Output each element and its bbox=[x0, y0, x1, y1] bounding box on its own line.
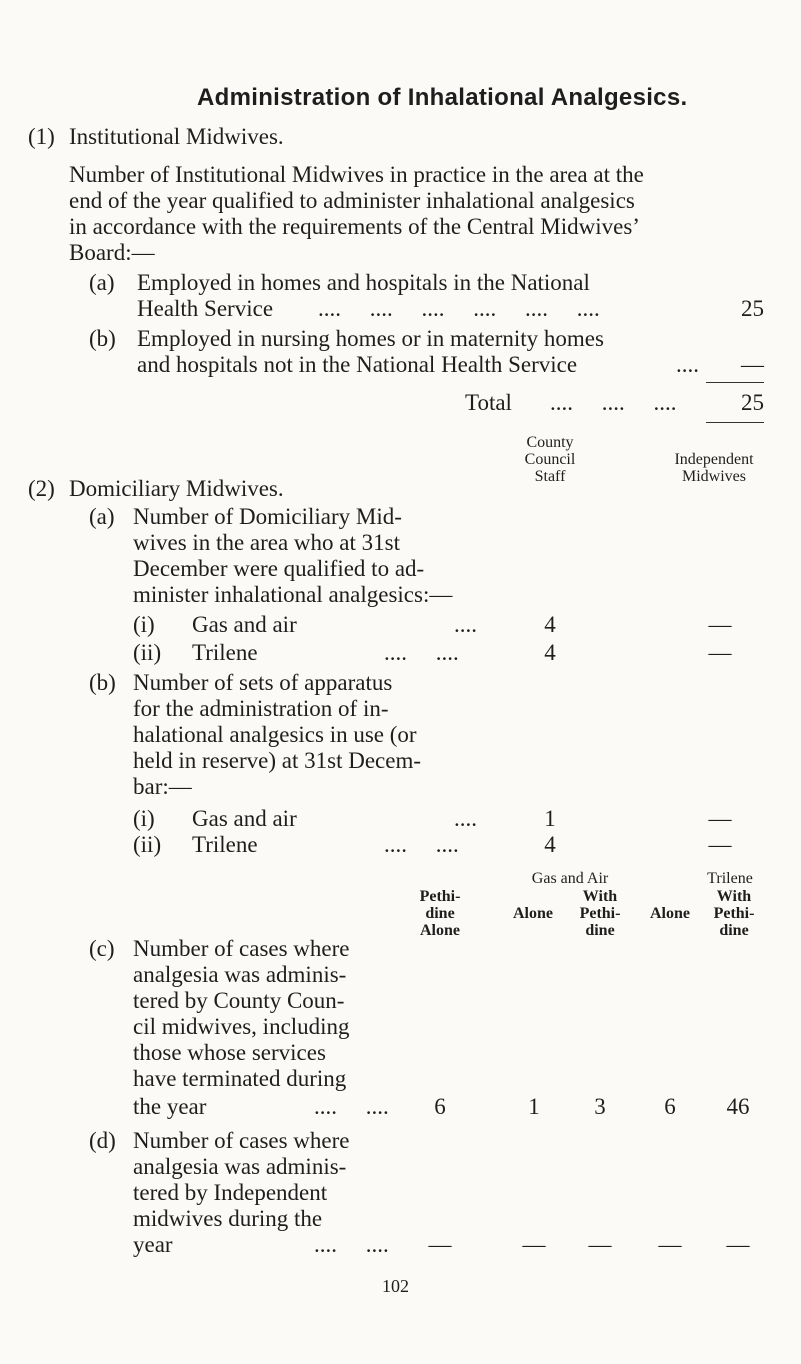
col-header-tri-with bbox=[702, 888, 766, 939]
page-number: 102 bbox=[382, 1276, 409, 1296]
dot-leader: .... bbox=[454, 806, 477, 831]
col-header-line: Alone bbox=[420, 922, 460, 939]
item-text: analgesia was adminis- bbox=[133, 1154, 347, 1179]
item-text: for the administration of in- bbox=[133, 696, 389, 721]
row-label: (i) bbox=[133, 806, 155, 831]
row-label: (i) bbox=[133, 612, 155, 637]
county-value: 4 bbox=[544, 640, 556, 665]
dot-leader: .... .... .... .... .... .... bbox=[318, 296, 600, 321]
col-header-line: Midwives bbox=[682, 468, 746, 485]
item-text: halational analgesics in use (or bbox=[133, 722, 417, 747]
total-value: 25 bbox=[741, 390, 764, 415]
item-label: (a) bbox=[89, 270, 115, 295]
col-header-line: Pethi- bbox=[713, 905, 755, 922]
dot-leader: .... .... .... bbox=[550, 390, 677, 415]
item-text: Employed in homes and hospitals in the National bbox=[137, 270, 590, 295]
cell-value: 1 bbox=[528, 1094, 540, 1119]
section1-intro-line: end of the year qualified to administer inhalational analgesics bbox=[69, 188, 635, 213]
col-header-line: dine bbox=[585, 922, 615, 939]
col-header-line: With bbox=[716, 888, 752, 905]
item-text: Health Service bbox=[137, 296, 274, 321]
col-header-line: Pethi- bbox=[419, 888, 461, 905]
item-text: tered by County Coun- bbox=[133, 988, 345, 1013]
dot-leader: .... .... bbox=[384, 640, 459, 665]
item-text: cil midwives, including bbox=[133, 1014, 350, 1039]
item-value: — bbox=[741, 352, 764, 377]
dot-leader: .... bbox=[454, 612, 477, 637]
dot-leader: .... .... bbox=[314, 1094, 389, 1119]
row-label: (ii) bbox=[133, 640, 162, 665]
item-text: year bbox=[133, 1232, 173, 1257]
rule bbox=[706, 382, 764, 383]
col-header-line: With bbox=[582, 888, 618, 905]
item-label: (a) bbox=[89, 504, 115, 529]
cell-value: — bbox=[588, 1232, 612, 1257]
item-text: wives in the area who at 31st bbox=[133, 530, 400, 555]
cell-value: 46 bbox=[726, 1094, 750, 1119]
item-text: and hospitals not in the National Health Service bbox=[137, 352, 578, 377]
item-text: minister inhalational analgesics:— bbox=[133, 582, 453, 607]
cell-value: — bbox=[428, 1232, 452, 1257]
item-text: bar:— bbox=[133, 774, 192, 799]
rule bbox=[706, 422, 764, 423]
col-header-gas-with bbox=[568, 888, 632, 939]
county-value: 1 bbox=[544, 806, 556, 831]
county-value: 4 bbox=[544, 612, 556, 637]
col-header-line: dine bbox=[425, 905, 455, 922]
dot-leader: .... bbox=[676, 352, 699, 377]
item-text: the year bbox=[133, 1094, 207, 1119]
independent-value: — bbox=[708, 806, 732, 831]
group-header-gas: Gas and Air bbox=[531, 870, 609, 887]
independent-value: — bbox=[708, 832, 732, 857]
item-text: Number of cases where bbox=[133, 936, 350, 961]
section2-heading: Domiciliary Midwives. bbox=[69, 476, 284, 501]
col-header-tri-alone: Alone bbox=[650, 905, 690, 922]
item-text: analgesia was adminis- bbox=[133, 962, 347, 987]
cell-value: 6 bbox=[664, 1094, 676, 1119]
col-header-county bbox=[510, 434, 590, 485]
item-label: (d) bbox=[89, 1128, 116, 1153]
cell-value: — bbox=[726, 1232, 750, 1257]
section1-intro-line: in accordance with the requirements of the Central Midwives’ bbox=[69, 214, 640, 239]
county-value: 4 bbox=[544, 832, 556, 857]
col-header-line: Council bbox=[524, 451, 576, 468]
page-title: Administration of Inhalational Analgesics. bbox=[197, 84, 688, 111]
col-header-line: Staff bbox=[534, 468, 566, 485]
item-label: (b) bbox=[89, 326, 116, 351]
item-text: midwives during the bbox=[133, 1206, 323, 1231]
col-header-line: County bbox=[526, 434, 574, 451]
dot-leader: .... .... bbox=[314, 1232, 389, 1257]
col-header-independent bbox=[644, 451, 784, 485]
item-text: tered by Independent bbox=[133, 1180, 328, 1205]
col-header-line: Pethi- bbox=[579, 905, 621, 922]
cell-value: — bbox=[522, 1232, 546, 1257]
cell-value: 3 bbox=[594, 1094, 606, 1119]
col-header-line: dine bbox=[719, 922, 749, 939]
item-text: held in reserve) at 31st Decem- bbox=[133, 748, 422, 773]
row-name: Gas and air bbox=[192, 806, 297, 831]
group-header-trilene: Trilene bbox=[707, 870, 753, 887]
item-text: Employed in nursing homes or in maternity homes bbox=[137, 326, 604, 351]
independent-value: — bbox=[708, 612, 732, 637]
col-header-line: Independent bbox=[674, 451, 754, 468]
row-name: Trilene bbox=[192, 832, 258, 857]
item-text: December were qualified to ad- bbox=[133, 556, 425, 581]
col-header-pethidine bbox=[408, 888, 472, 939]
item-text: have terminated during bbox=[133, 1066, 347, 1091]
section1-number: (1) bbox=[28, 124, 55, 149]
item-text: Number of cases where bbox=[133, 1128, 350, 1153]
section2-number: (2) bbox=[28, 476, 55, 501]
dot-leader: .... .... bbox=[384, 832, 459, 857]
item-value: 25 bbox=[741, 296, 764, 321]
section1-intro-line: Number of Institutional Midwives in practice in the area at the bbox=[69, 162, 644, 187]
row-name: Trilene bbox=[192, 640, 258, 665]
item-label: (c) bbox=[89, 936, 115, 961]
cell-value: 6 bbox=[434, 1094, 446, 1119]
cell-value: — bbox=[658, 1232, 682, 1257]
item-text: Number of sets of apparatus bbox=[133, 670, 393, 695]
independent-value: — bbox=[708, 640, 732, 665]
row-label: (ii) bbox=[133, 832, 162, 857]
item-text: those whose services bbox=[133, 1040, 326, 1065]
row-name: Gas and air bbox=[192, 612, 297, 637]
section1-heading: Institutional Midwives. bbox=[69, 124, 284, 149]
item-text: Number of Domiciliary Mid- bbox=[133, 504, 402, 529]
col-header-gas-alone: Alone bbox=[513, 905, 553, 922]
total-label: Total bbox=[465, 390, 512, 415]
section1-intro-line: Board:— bbox=[69, 240, 155, 265]
item-label: (b) bbox=[89, 670, 116, 695]
